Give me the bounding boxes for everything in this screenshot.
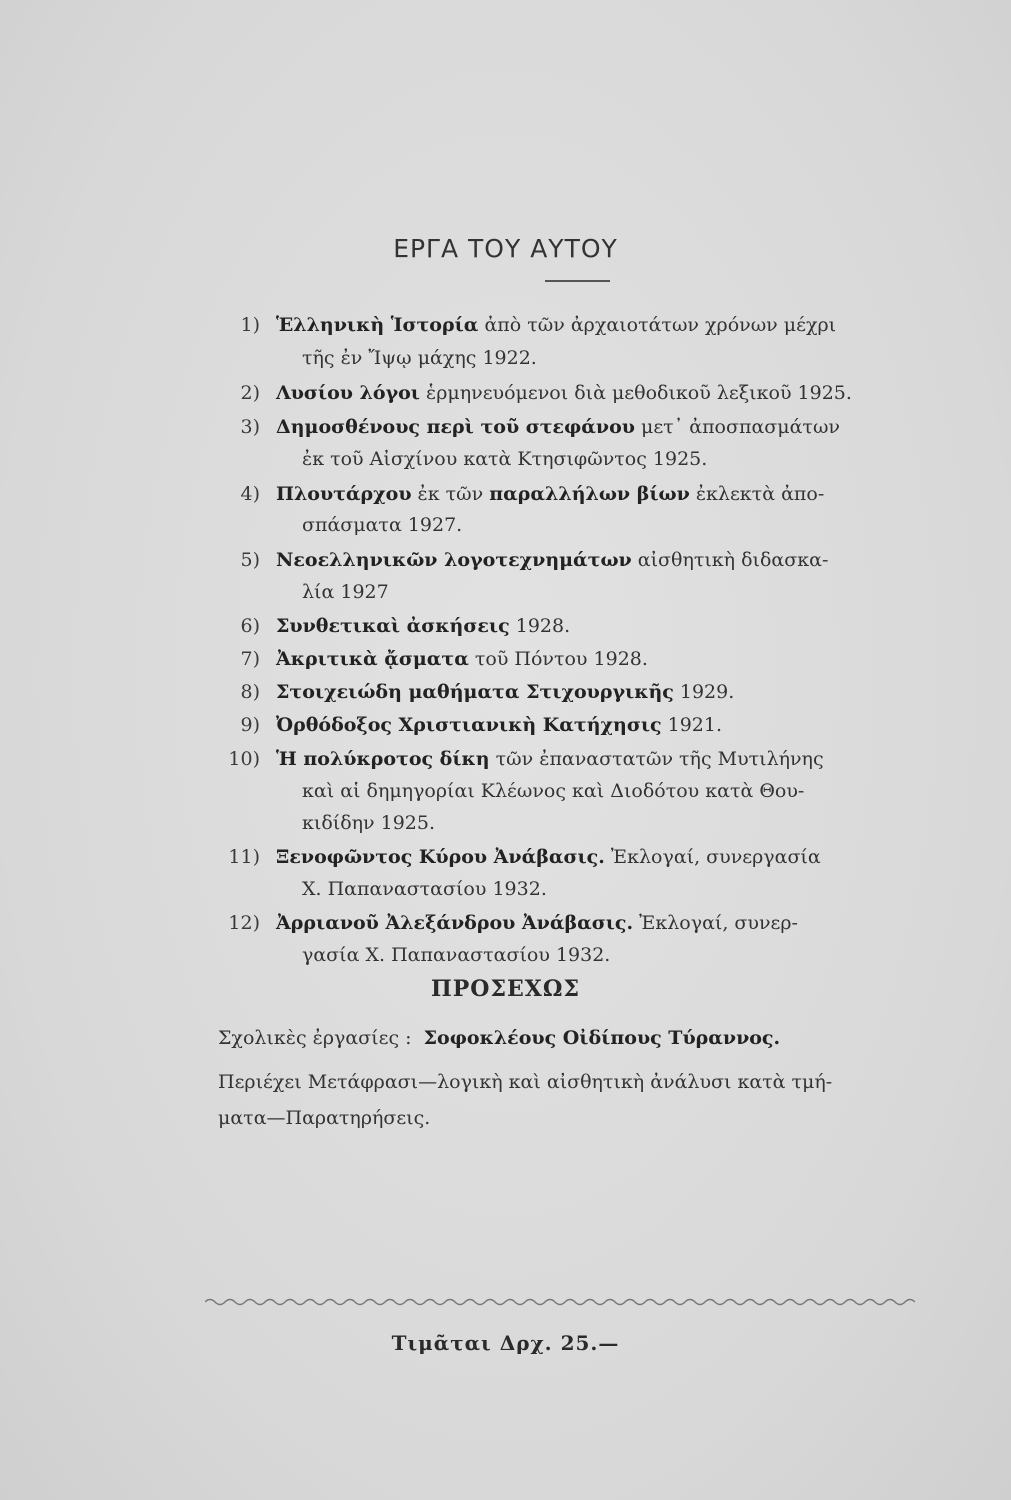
item-title: Λυσίου λόγοι: [276, 382, 421, 404]
item-title: Ἀκριτικὰ ᾄσματα: [276, 648, 469, 670]
item-line: [276, 912, 798, 934]
item-line: [276, 416, 840, 438]
item-continuation: γασία Χ. Παπαναστασίου 1932.: [302, 944, 611, 966]
item-title: Δημοσθένους περὶ τοῦ στεφάνου: [276, 416, 635, 438]
item-number: 3): [240, 416, 260, 438]
wavy-divider: [205, 1296, 915, 1308]
item-continuation: λία 1927: [302, 581, 389, 603]
item-continuation: κιδίδην 1925.: [302, 812, 436, 834]
item-text: ἐκ τῶν: [411, 483, 490, 505]
item-line: [276, 615, 570, 637]
item-text: 1929.: [673, 681, 735, 703]
item-number: 11): [228, 846, 260, 868]
notice-title: Σοφοκλέους Οἰδίπους Τύραννος.: [423, 1027, 781, 1049]
notice-description-cont: ματα—Παρατηρήσεις.: [218, 1107, 431, 1129]
item-title-secondary: παραλλήλων βίων: [489, 483, 690, 505]
item-number: 4): [240, 483, 260, 505]
item-title: Ἑλληνικὴ Ἱστορία: [276, 314, 479, 336]
item-text: 1928.: [509, 615, 571, 637]
item-line: [276, 714, 722, 736]
item-title: Ἡ πολύκροτος δίκη: [276, 748, 490, 770]
page-title: ΕΡΓΑ ΤΟΥ ΑΥΤΟΥ: [393, 234, 618, 263]
notice-heading: ΠΡΟΣΕΧΩΣ: [430, 976, 580, 1002]
item-text: τοῦ Πόντου 1928.: [468, 648, 648, 670]
item-text: ἀπὸ τῶν ἀρχαιοτάτων χρόνων μέχρι: [478, 314, 837, 336]
item-title: Συνθετικαὶ ἀσκήσεις: [276, 615, 510, 637]
item-text: 1921.: [661, 714, 723, 736]
item-number: 1): [240, 314, 260, 336]
item-continuation: καὶ αἱ δημηγορίαι Κλέωνος καὶ Διοδότου κατὰ Θου-: [302, 780, 805, 802]
item-continuation: σπάσματα 1927.: [302, 514, 463, 536]
item-line: [276, 382, 852, 404]
item-text: ἐκλεκτὰ ἀπο-: [689, 483, 825, 505]
title-rule: [545, 280, 610, 282]
item-line: [276, 748, 824, 770]
item-number: 8): [240, 681, 260, 703]
item-title: Ξενοφῶντος Κύρου Ἀνάβασις.: [276, 846, 605, 868]
notice-label: Σχολικὲς ἐργασίες :: [218, 1027, 412, 1049]
item-title: Ὀρθόδοξος Χριστιανικὴ Κατήχησις: [276, 714, 662, 736]
item-number: 9): [240, 714, 260, 736]
item-text: αἰσθητικὴ διδασκα-: [631, 549, 829, 571]
item-text: ἑρμηνευόμενοι διὰ μεθοδικοῦ λεξικοῦ 1925.: [420, 382, 852, 404]
item-continuation: ἐκ τοῦ Αἰσχίνου κατὰ Κτησιφῶντος 1925.: [302, 448, 708, 470]
item-number: 6): [240, 615, 260, 637]
item-continuation: Χ. Παπαναστασίου 1932.: [302, 878, 547, 900]
notice-description: Περιέχει Μετάφρασι—λογικὴ καὶ αἰσθητικὴ ἀνάλυσι κατὰ τμή-: [218, 1071, 833, 1093]
item-text: Ἐκλογαί, συνεργασία: [604, 846, 821, 868]
item-text: Ἐκλογαί, συνερ-: [633, 912, 798, 934]
item-line: [276, 846, 821, 868]
item-number: 10): [228, 748, 260, 770]
item-title: Νεοελληνικῶν λογοτεχνημάτων: [276, 549, 632, 571]
item-number: 5): [240, 549, 260, 571]
item-title: Στοιχειώδη μαθήματα Στιχουργικῆς: [276, 681, 674, 703]
item-continuation: τῆς ἐν Ἴψῳ μάχης 1922.: [302, 347, 537, 369]
item-line: [276, 314, 836, 336]
item-number: 7): [240, 648, 260, 670]
notice-line: [218, 1027, 780, 1049]
item-line: [276, 549, 828, 571]
item-line: [276, 483, 824, 505]
item-line: [276, 648, 648, 670]
item-line: [276, 681, 734, 703]
item-title: Πλουτάρχου: [276, 483, 412, 505]
price-label: Τιμᾶται Δρχ. 25.—: [391, 1331, 620, 1355]
item-text: μετ᾽ ἀποσπασμάτων: [634, 416, 840, 438]
item-text: τῶν ἐπαναστατῶν τῆς Μυτιλήνης: [489, 748, 824, 770]
item-number: 12): [228, 912, 260, 934]
item-title: Ἀρριανοῦ Ἀλεξάνδρου Ἀνάβασις.: [276, 912, 634, 934]
item-number: 2): [240, 382, 260, 404]
